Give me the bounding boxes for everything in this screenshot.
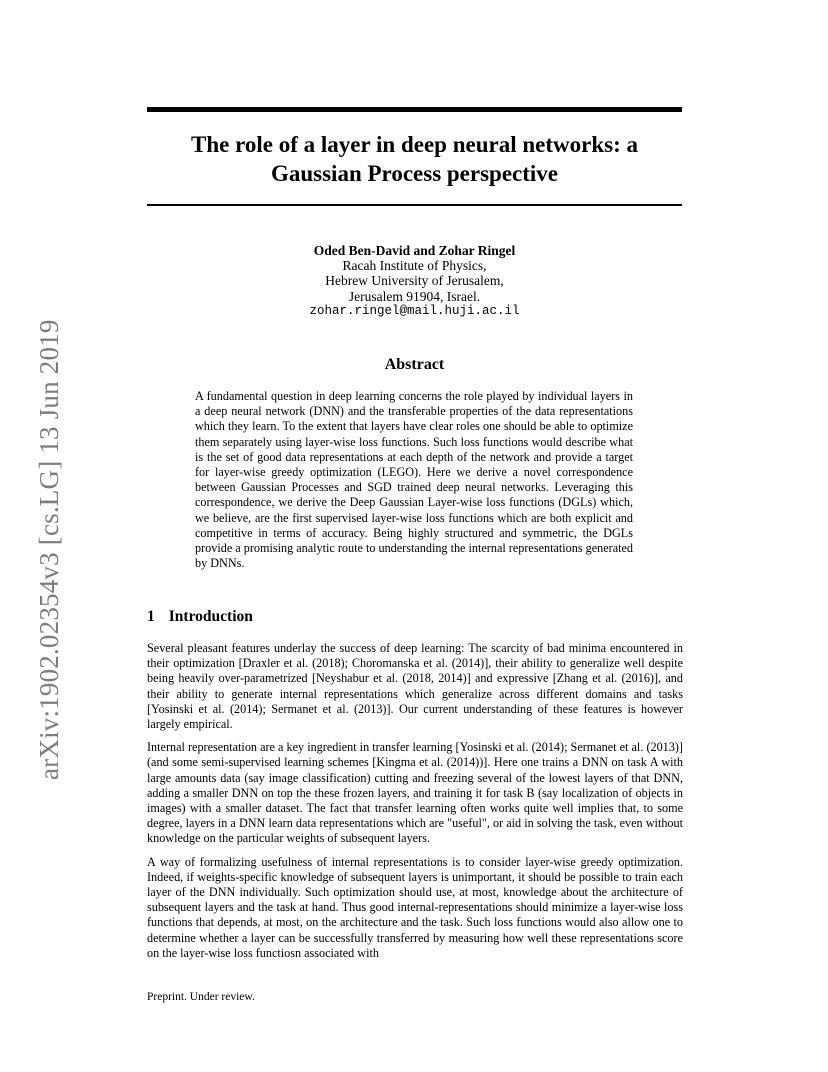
author-names: Oded Ben-David and Zohar Ringel: [313, 243, 516, 258]
introduction-paragraph-1: Several pleasant features underlay the success of deep learning: The scarcity of bad minima encountered in their optimization [Draxler et al. (2018); Choromanska et al. (2014)], their ability to generalize well despite being heavily over-parametrized [Neyshabur et al. (2018, 2014)] and expressive [Zhang et al. (2016)], and their ability to generate internal representations which generalize across different domains and tasks [Yosinski et al. (2014); Sermanet et al. (2013)]. Our current understanding of these features is however largely empirical.: [147, 641, 683, 732]
arxiv-identifier: arXiv:1902.02354v3 [cs.LG] 13 Jun 2019: [34, 319, 64, 780]
paper-title: [147, 130, 682, 188]
affiliation-line-3: Jerusalem 91904, Israel.: [348, 288, 481, 304]
author-email: zohar.ringel@mail.huji.ac.il: [309, 303, 520, 318]
author-block: [147, 243, 682, 319]
paper-title-line-2: Gaussian Process perspective: [270, 161, 559, 186]
introduction-paragraph-3: A way of formalizing usefulness of internal representations is to consider layer-wise greedy optimization. Indeed, if weights-specific knowledge of subsequent layers is unimportant, it should be possible to train each layer of the DNN individually. Such optimization should use, at most, knowledge about the architecture of subsequent layers and the task at hand. Thus good internal-representations should minimize a layer-wise loss functions that depends, at most, on the architecture and the task. Such loss functions would also allow one to determine whether a layer can be successfully transferred by measuring how well these representations score on the layer-wise loss functiosn associated with: [147, 854, 683, 960]
introduction-body: [147, 641, 683, 969]
section-heading-introduction: [147, 608, 253, 626]
section-number: 1: [147, 608, 155, 625]
abstract-text: A fundamental question in deep learning concerns the role played by individual layers in a deep neural network (DNN) and the transferable properties of the data representations which they learn. To the extent that layers have clear roles one should be able to optimize them separately using layer-wise loss functions. Such loss functions would describe what is the set of good data representations at each depth of the network and provide a target for layer-wise greedy optimization (LEGO). Here we derive a novel correspondence between Gaussian Processes and SGD trained deep neural networks. Leveraging this correspondence, we derive the Deep Gaussian Layer-wise loss functions (DGLs) which, we believe, are the first supervised layer-wise loss functions which are both explicit and competitive in terms of accuracy. Being highly structured and symmetric, the DGLs provide a promising analytic route to understanding the internal representations generated by DNNs.: [195, 389, 633, 571]
abstract-heading: Abstract: [384, 356, 445, 373]
section-title: Introduction: [168, 608, 253, 625]
title-top-rule: [147, 107, 682, 112]
affiliation-line-1: Racah Institute of Physics,: [342, 258, 487, 274]
title-bottom-rule: [147, 204, 682, 206]
paper-title-line-1: The role of a layer in deep neural networks: a: [191, 132, 638, 157]
preprint-footer: Preprint. Under review.: [147, 991, 255, 1003]
affiliation-line-2: Hebrew University of Jerusalem,: [325, 273, 504, 289]
introduction-paragraph-2: Internal representation are a key ingredient in transfer learning [Yosinski et al. (2014); Sermanet et al. (2013)] (and some semi-supervised learning schemes [Kingma et al. (2014))]. Here one trains a DNN on task A with large amounts data (say image classification) cutting and freezing several of the lowest layers of that DNN, adding a smaller DNN on top the these frozen layers, and training it for task B (say localization of objects in images) with a smaller dataset. The fact that transfer learning often works quite well implies that, to some degree, layers in a DNN learn data representations which are "useful", or aid in solving the task, even without knowledge on the particular weights of subsequent layers.: [147, 740, 683, 846]
